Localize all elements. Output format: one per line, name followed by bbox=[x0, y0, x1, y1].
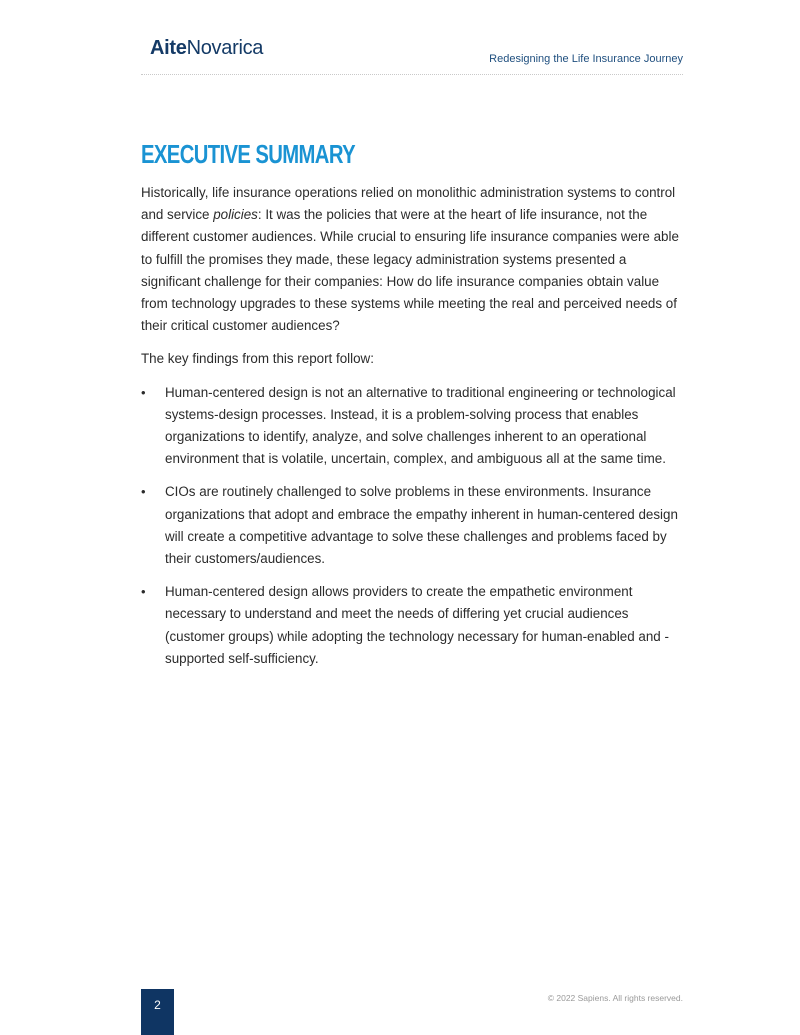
findings-lead: The key findings from this report follow: bbox=[141, 351, 374, 367]
intro-paragraph bbox=[141, 182, 686, 337]
intro-emphasis: policies bbox=[213, 207, 258, 223]
page-number-tab bbox=[141, 989, 174, 1035]
finding-item bbox=[141, 382, 686, 471]
page-number: 2 bbox=[154, 998, 161, 1012]
header-divider bbox=[141, 74, 683, 75]
finding-text: Human-centered design is not an alternative to traditional engineering or technological systems-design processes. Instead, it is a problem-solving process that enables organizations to identify, analyze, and solve challenges inherent to an operational environment that is volatile, uncertain, complex, and ambiguous all at the same time. bbox=[165, 384, 676, 467]
finding-item bbox=[141, 481, 686, 570]
finding-text: CIOs are routinely challenged to solve problems in these environments. Insurance organizations that adopt and embrace the empathy inherent in human-centered design will create a competitive advantage to solve these challenges and problems faced by their customers/audiences. bbox=[165, 484, 678, 567]
bullet-icon: • bbox=[141, 484, 146, 500]
bullet-icon: • bbox=[141, 584, 146, 600]
running-header-title: Redesigning the Life Insurance Journey bbox=[489, 53, 683, 65]
intro-text-end: : It was the policies that were at the heart of life insurance, not the different customer audiences. While crucial to ensuring life insurance companies were able to fulfill the promises they made, these legacy administration systems presented a significant challenge for their companies: How do life insurance companies obtain value from technology upgrades to these systems while meeting the real and perceived needs of their critical customer audiences? bbox=[141, 207, 679, 334]
finding-item bbox=[141, 581, 686, 670]
intro-text-start: Historically, life insurance operations relied on monolithic administration systems to control and service bbox=[141, 185, 676, 223]
copyright-notice: © 2022 Sapiens. All rights reserved. bbox=[547, 993, 683, 1003]
logo-text-novarica: Novarica bbox=[186, 37, 264, 59]
logo-text-aite: Aite bbox=[150, 37, 187, 59]
finding-text: Human-centered design allows providers to create the empathetic environment necessary to understand and meet the needs of differing yet crucial audiences (customer groups) while adopting the technology necessary for human-enabled and -supported self-sufficiency. bbox=[165, 584, 669, 666]
findings-list bbox=[141, 382, 686, 670]
bullet-icon: • bbox=[141, 384, 146, 400]
aite-novarica-logo bbox=[150, 36, 263, 60]
section-body bbox=[141, 182, 686, 681]
section-title: EXECUTIVE SUMMARY bbox=[141, 139, 356, 169]
